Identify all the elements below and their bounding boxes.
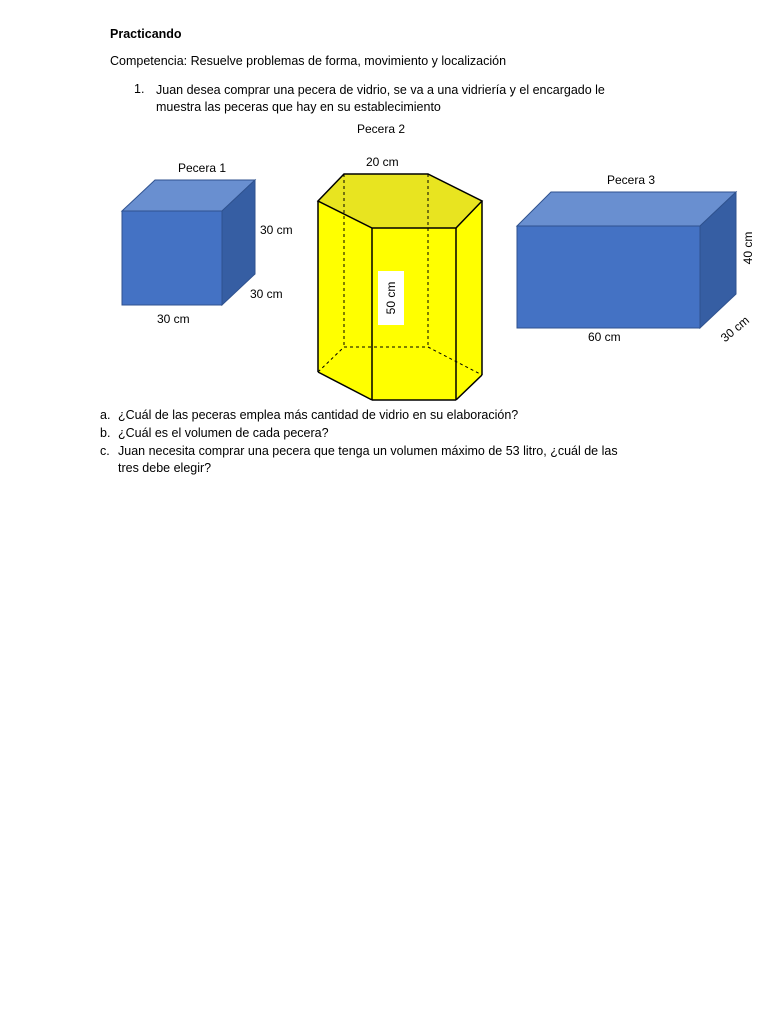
pecera3-top-face <box>517 192 736 226</box>
subquestion-text: ¿Cuál es el volumen de cada pecera? <box>118 426 329 440</box>
pecera3-length-label: 60 cm <box>588 330 621 344</box>
page-title: Practicando <box>110 27 182 41</box>
question-number: 1. <box>134 82 145 96</box>
pecera1-depth-label: 30 cm <box>250 287 283 301</box>
subquestion-text: ¿Cuál de las peceras emplea más cantidad de vidrio en su elaboración? <box>118 408 519 422</box>
pecera3-prism <box>517 192 736 328</box>
aquariums-drawing <box>0 0 768 420</box>
subquestion-a <box>100 407 660 424</box>
subquestion-marker: c. <box>100 444 110 458</box>
subquestion-text: Juan necesita comprar una pecera que tenga un volumen máximo de 53 litro, ¿cuál de las tres debe elegir? <box>118 444 618 475</box>
pecera3-height-label: 40 cm <box>741 231 755 265</box>
subquestion-c <box>100 443 660 477</box>
pecera3-label: Pecera 3 <box>607 173 656 187</box>
pecera2-height-label: 50 cm <box>384 281 398 315</box>
pecera3-front-face <box>517 226 700 328</box>
pecera2-edge-label: 20 cm <box>366 155 399 169</box>
question-text: Juan desea comprar una pecera de vidrio, se va a una vidriería y el encargado le muestra las peceras que hay en su establecimiento <box>156 83 605 114</box>
pecera1-height-label: 30 cm <box>260 223 293 237</box>
subquestion-b <box>100 425 660 442</box>
pecera1-width-label: 30 cm <box>157 312 190 326</box>
pecera2-label: Pecera 2 <box>357 122 406 136</box>
aquariums-figure <box>0 0 768 420</box>
pecera1-front-face <box>122 211 222 305</box>
subquestions-list <box>100 407 660 478</box>
competencia-text: Competencia: Resuelve problemas de forma, movimiento y localización <box>110 54 507 68</box>
subquestion-marker: a. <box>100 408 111 422</box>
pecera1-label: Pecera 1 <box>178 161 227 175</box>
subquestion-marker: b. <box>100 426 111 440</box>
pecera3-depth-label: 30 cm <box>717 313 753 345</box>
pecera1-cube <box>122 180 255 305</box>
